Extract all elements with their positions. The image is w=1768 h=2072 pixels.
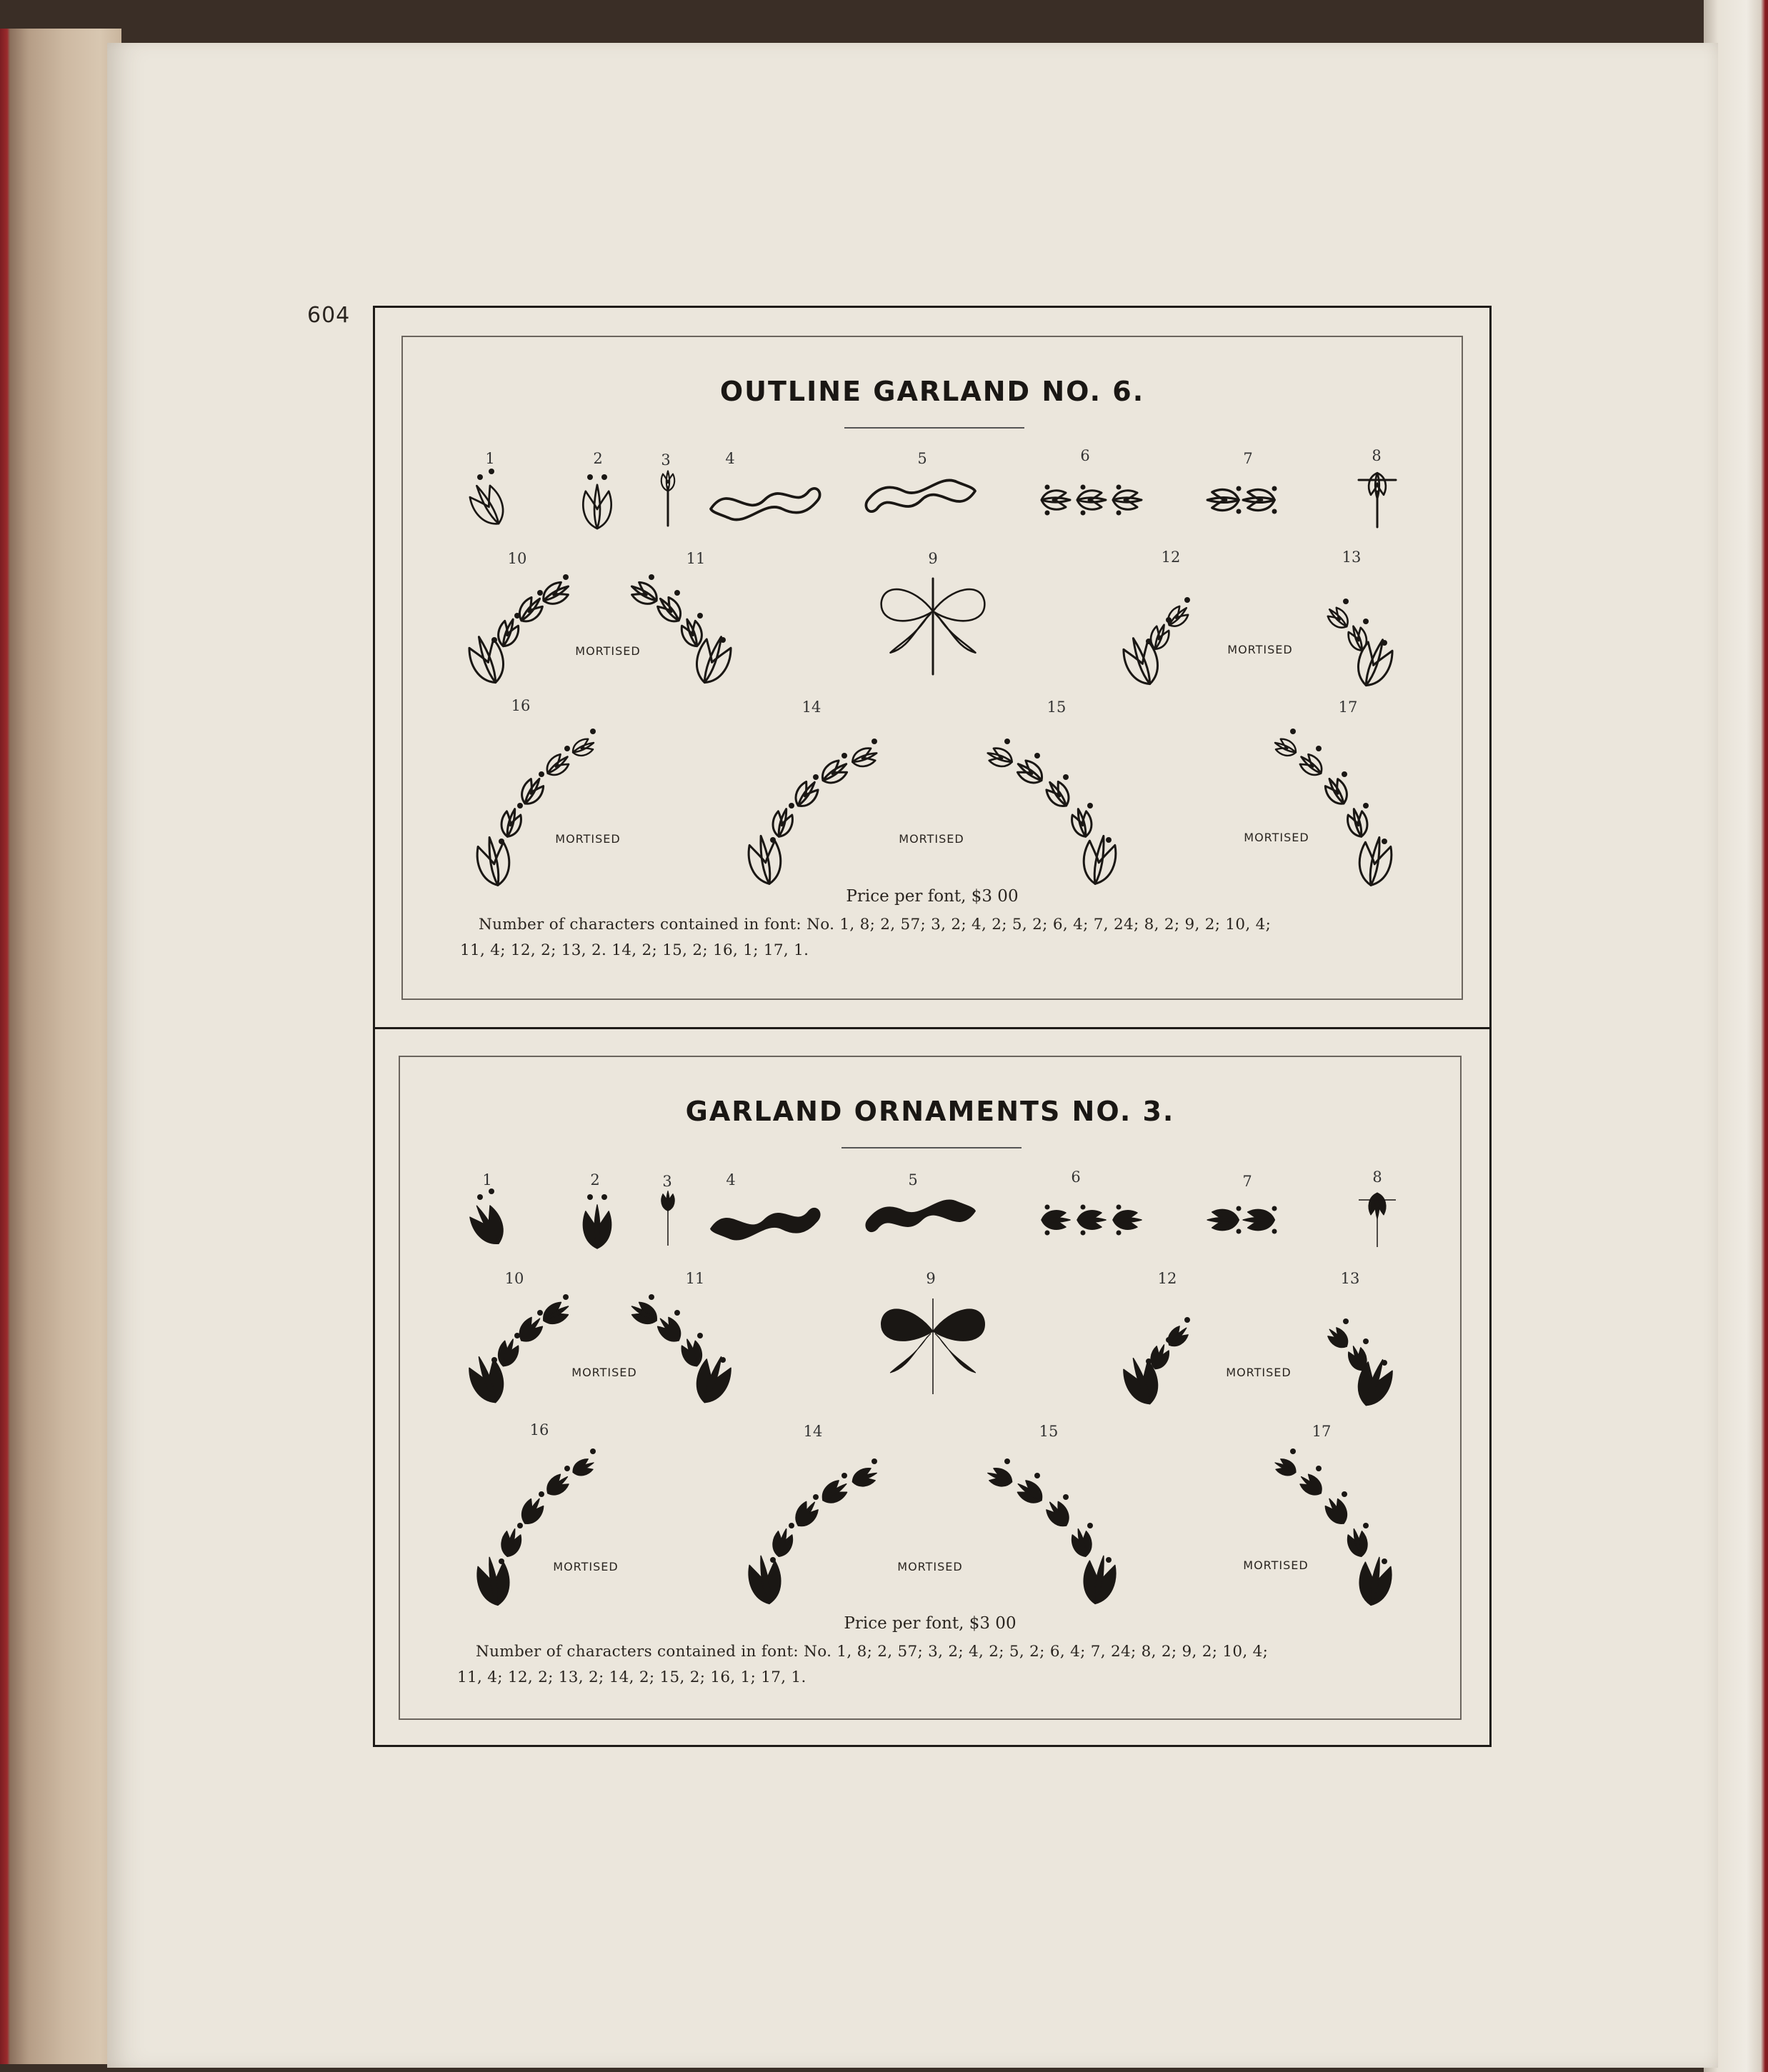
ornament-number-8: 8 bbox=[1372, 447, 1382, 464]
ornament-number-9: 9 bbox=[928, 550, 938, 567]
ornament-number-14: 14 bbox=[801, 699, 821, 716]
ornament-number-10: 10 bbox=[504, 1270, 524, 1287]
ornament-number-7: 7 bbox=[1243, 450, 1253, 467]
ornament-dot bbox=[1081, 1205, 1086, 1210]
price-text: Price per font, $3 00 bbox=[844, 1614, 1017, 1633]
ornament-11-outline-leaf bbox=[627, 579, 661, 609]
ornament-15-solid-leaf bbox=[1080, 1553, 1119, 1607]
ornament-16-outline-leaf bbox=[517, 774, 548, 809]
ornament-14-outline-leaf bbox=[817, 756, 851, 789]
mortised-label: MORTISED bbox=[571, 1366, 637, 1379]
character-count-line-1: Number of characters contained in font: No. 1, 8; 2, 57; 3, 2; 4, 2; 5, 2; 6, 4; 7, 24; 8, 2; 9, 2; 10, 4; bbox=[476, 1643, 1269, 1661]
ornament-17-outline-leaf bbox=[1322, 774, 1352, 809]
ornament-13-solid-leaf bbox=[1324, 1323, 1352, 1352]
ornament-13-outline-dot bbox=[1343, 599, 1349, 604]
ornament-15-solid-leaf bbox=[1013, 1476, 1047, 1508]
ornament-10-solid-leaf bbox=[494, 1336, 521, 1370]
ornament-number-12: 12 bbox=[1157, 1270, 1177, 1287]
mortised-label: MORTISED bbox=[575, 644, 641, 658]
ornament-11-outline-dot bbox=[720, 637, 726, 643]
ornament-17-solid-leaf bbox=[1356, 1555, 1395, 1608]
ornament-6-outline bbox=[1077, 491, 1106, 509]
ornament-15-solid-leaf bbox=[1042, 1497, 1074, 1531]
ornament-dot bbox=[1237, 1229, 1242, 1234]
ornament-14-outline-dot bbox=[841, 753, 847, 759]
mortised-label: MORTISED bbox=[555, 832, 621, 846]
ornament-6-outline bbox=[1042, 491, 1070, 509]
ornament-number-9: 9 bbox=[926, 1270, 936, 1287]
ornament-14-outline-leaf bbox=[849, 745, 879, 770]
ornament-number-5: 5 bbox=[908, 1171, 918, 1188]
ornament-11-outline-dot bbox=[649, 574, 654, 580]
ornament-15-outline-leaf bbox=[1069, 806, 1095, 839]
ornament-17-solid-dot bbox=[1363, 1523, 1369, 1528]
ornament-14-solid-dot bbox=[770, 1557, 776, 1563]
ornament-16-outline-dot bbox=[517, 803, 523, 809]
ornament-16-outline-leaf bbox=[474, 835, 514, 889]
ornament-2-outline bbox=[583, 485, 611, 529]
ornament-12-outline-dot bbox=[1184, 597, 1190, 603]
ornament-16-solid-leaf bbox=[570, 1456, 597, 1479]
ornament-16-solid-leaf bbox=[542, 1470, 573, 1499]
ornament-dot bbox=[1272, 509, 1277, 514]
ornament-number-3: 3 bbox=[662, 1173, 672, 1190]
ornament-15-outline-dot bbox=[1087, 803, 1093, 809]
ornament-4-outline bbox=[711, 489, 820, 520]
ornament-16-solid-leaf bbox=[499, 1526, 524, 1558]
ornament-number-15: 15 bbox=[1047, 699, 1067, 716]
ornament-17-outline-leaf bbox=[1356, 835, 1395, 889]
ornament-15-outline-leaf bbox=[985, 745, 1015, 770]
ornament-2-solid bbox=[583, 1205, 611, 1248]
ornament-14-solid-dot bbox=[789, 1523, 794, 1528]
ornament-11-solid-leaf bbox=[678, 1336, 705, 1370]
ornament-11-solid-leaf bbox=[627, 1298, 661, 1329]
section-title: OUTLINE GARLAND NO. 6. bbox=[719, 376, 1145, 407]
mortised-label: MORTISED bbox=[1226, 1366, 1292, 1379]
ornament-dot bbox=[1237, 486, 1242, 491]
ornament-dot bbox=[1081, 485, 1086, 490]
ornament-16-outline-dot bbox=[564, 746, 570, 751]
character-count-line-2: 11, 4; 12, 2; 13, 2. 14, 2; 15, 2; 16, 1; 17, 1. bbox=[460, 941, 809, 959]
ornament-15-solid-leaf bbox=[1069, 1526, 1095, 1558]
ornament-dot bbox=[1045, 1231, 1050, 1236]
ornament-dot bbox=[1045, 511, 1050, 516]
ornament-17-solid-leaf bbox=[1345, 1526, 1371, 1558]
ornament-5-solid bbox=[866, 1200, 975, 1231]
ornament-16-solid-leaf bbox=[474, 1555, 514, 1608]
ornament-14-solid-leaf bbox=[770, 1526, 796, 1558]
ornament-10-outline-dot bbox=[491, 637, 497, 643]
ornament-15-outline-leaf bbox=[1080, 834, 1119, 887]
ornament-13-solid-dot bbox=[1382, 1360, 1387, 1366]
ornament-dot bbox=[1081, 511, 1086, 516]
ornament-number-16: 16 bbox=[529, 1421, 549, 1438]
ornament-17-solid-dot bbox=[1342, 1491, 1347, 1497]
ornament-number-13: 13 bbox=[1342, 549, 1362, 566]
section-title: GARLAND ORNAMENTS NO. 3. bbox=[685, 1096, 1175, 1127]
ornament-number-5: 5 bbox=[917, 450, 927, 467]
ornament-number-4: 4 bbox=[725, 450, 735, 467]
ornament-dot bbox=[1272, 1229, 1277, 1234]
ornament-12-outline-leaf bbox=[1164, 602, 1192, 631]
ornament-dot bbox=[1117, 1205, 1122, 1210]
ornament-number-16: 16 bbox=[511, 697, 531, 714]
ornament-6-solid bbox=[1113, 1211, 1142, 1229]
ornament-14-solid-leaf bbox=[746, 1553, 785, 1607]
ornament-dot bbox=[1045, 485, 1050, 490]
ornament-16-outline-dot bbox=[499, 839, 504, 844]
ornament-16-outline-leaf bbox=[570, 736, 597, 759]
ornament-11-solid-dot bbox=[720, 1357, 726, 1363]
ornament-14-outline-leaf bbox=[791, 777, 823, 811]
ornament-14-outline-dot bbox=[813, 774, 819, 780]
ornament-14-solid-leaf bbox=[849, 1465, 879, 1490]
ornament-12-solid-dot bbox=[1184, 1317, 1190, 1323]
ornament-dot bbox=[1272, 1206, 1277, 1211]
ornament-number-3: 3 bbox=[661, 451, 671, 469]
mortised-label: MORTISED bbox=[897, 1560, 963, 1573]
ornament-dot bbox=[489, 469, 494, 474]
ornament-number-15: 15 bbox=[1039, 1423, 1059, 1440]
ornament-10-outline-dot bbox=[537, 590, 543, 596]
ornament-16-outline-dot bbox=[539, 771, 544, 777]
mortised-label: MORTISED bbox=[553, 1560, 619, 1573]
ornament-14-solid-leaf bbox=[791, 1497, 823, 1531]
ornament-10-solid-dot bbox=[563, 1294, 569, 1300]
ornament-14-solid-leaf bbox=[817, 1476, 851, 1508]
ornament-dot bbox=[1237, 509, 1242, 514]
ornament-8-head-solid bbox=[1369, 1193, 1386, 1218]
ornament-7-solid bbox=[1207, 1209, 1239, 1230]
ornament-1-outline bbox=[464, 479, 511, 531]
ornament-dot bbox=[601, 474, 607, 480]
ornament-13-outline-leaf bbox=[1345, 624, 1370, 654]
ornament-dot bbox=[1117, 511, 1122, 516]
mortised-label: MORTISED bbox=[899, 832, 964, 846]
ornament-13-solid-dot bbox=[1363, 1338, 1369, 1344]
ornament-15-outline-dot bbox=[1063, 774, 1069, 780]
ornament-14-outline-dot bbox=[789, 803, 794, 809]
ornament-11-solid-dot bbox=[697, 1333, 703, 1338]
ornament-dot bbox=[1237, 1206, 1242, 1211]
ornament-dot bbox=[1045, 1205, 1050, 1210]
ornament-dot bbox=[477, 474, 483, 480]
ornament-17-solid-leaf bbox=[1322, 1494, 1352, 1528]
ornament-11-solid-dot bbox=[674, 1310, 680, 1316]
ornament-dot bbox=[601, 1194, 607, 1200]
ornament-6-solid bbox=[1042, 1211, 1070, 1229]
ornament-11-solid-leaf bbox=[653, 1313, 686, 1347]
ornament-number-1: 1 bbox=[482, 1171, 492, 1188]
ornament-17-outline-leaf bbox=[1296, 750, 1327, 779]
ornament-dot bbox=[587, 1194, 593, 1200]
ornament-10-solid-leaf bbox=[539, 1298, 573, 1329]
ornament-dot bbox=[1117, 485, 1122, 490]
ornament-number-14: 14 bbox=[803, 1423, 823, 1440]
mortised-label: MORTISED bbox=[1227, 643, 1293, 656]
ornament-number-2: 2 bbox=[590, 1171, 600, 1188]
ornament-16-outline-leaf bbox=[542, 750, 573, 779]
ornament-number-7: 7 bbox=[1242, 1173, 1252, 1190]
ornament-16-solid-leaf bbox=[517, 1494, 548, 1528]
ornament-17-outline-dot bbox=[1290, 729, 1296, 734]
ornament-17-outline-leaf bbox=[1345, 806, 1371, 839]
ornament-17-outline-leaf bbox=[1272, 736, 1299, 759]
ornament-number-17: 17 bbox=[1338, 699, 1358, 716]
ornament-17-solid-dot bbox=[1316, 1466, 1322, 1471]
ornament-16-solid-dot bbox=[590, 1448, 596, 1454]
ornament-5-outline bbox=[866, 480, 975, 511]
ornament-15-solid-dot bbox=[1087, 1523, 1093, 1528]
ornament-14-solid-dot bbox=[841, 1473, 847, 1478]
ornament-number-6: 6 bbox=[1080, 447, 1090, 464]
ornament-11-outline-dot bbox=[697, 613, 703, 619]
ornament-dot bbox=[587, 474, 593, 480]
ornament-6-solid bbox=[1077, 1211, 1106, 1229]
ornament-17-solid-leaf bbox=[1272, 1456, 1299, 1479]
ornament-4-solid bbox=[711, 1208, 820, 1240]
ornament-11-outline-leaf bbox=[653, 593, 686, 627]
ornament-number-13: 13 bbox=[1340, 1270, 1360, 1287]
mortised-label: MORTISED bbox=[1243, 1558, 1309, 1572]
ornament-14-outline-leaf bbox=[770, 806, 796, 839]
ornament-12-outline-leaf bbox=[1147, 622, 1172, 652]
ornament-17-solid-dot bbox=[1382, 1558, 1387, 1564]
ornament-15-outline-dot bbox=[1034, 753, 1040, 759]
ornament-number-11: 11 bbox=[686, 550, 706, 567]
ornament-number-11: 11 bbox=[685, 1270, 705, 1287]
ornament-15-solid-dot bbox=[1106, 1557, 1112, 1563]
ornament-dot bbox=[477, 1194, 483, 1200]
ornament-number-1: 1 bbox=[485, 450, 495, 467]
ornament-dot bbox=[1081, 1231, 1086, 1236]
ornament-15-solid-dot bbox=[1004, 1458, 1010, 1464]
ornament-16-solid-dot bbox=[539, 1491, 544, 1497]
mortised-label: MORTISED bbox=[1244, 831, 1309, 844]
ornament-16-solid-dot bbox=[517, 1523, 523, 1528]
ornament-15-outline-dot bbox=[1004, 739, 1010, 744]
ornament-6-outline bbox=[1113, 491, 1142, 509]
ornament-14-solid-dot bbox=[871, 1458, 877, 1464]
ornament-number-17: 17 bbox=[1312, 1423, 1332, 1440]
ornament-17-outline-dot bbox=[1363, 803, 1369, 809]
price-text: Price per font, $3 00 bbox=[846, 887, 1019, 906]
ornament-number-12: 12 bbox=[1161, 549, 1181, 566]
ornament-14-outline-leaf bbox=[746, 834, 785, 887]
ornament-14-outline-dot bbox=[871, 739, 877, 744]
ornament-10-solid-dot bbox=[491, 1357, 497, 1363]
ornament-number-4: 4 bbox=[726, 1171, 736, 1188]
ornament-dot bbox=[1117, 1231, 1122, 1236]
ornament-17-solid-dot bbox=[1290, 1448, 1296, 1454]
character-count-line-2: 11, 4; 12, 2; 13, 2; 14, 2; 15, 2; 16, 1; 17, 1. bbox=[457, 1668, 806, 1686]
ornament-17-outline-dot bbox=[1342, 771, 1347, 777]
ornament-14-outline-dot bbox=[770, 837, 776, 843]
ornament-13-outline-dot bbox=[1363, 619, 1369, 624]
ornament-13-outline-dot bbox=[1382, 640, 1387, 646]
ornament-15-solid-dot bbox=[1063, 1494, 1069, 1500]
ornament-10-outline-leaf bbox=[539, 579, 573, 609]
ornament-15-outline-dot bbox=[1106, 837, 1112, 843]
ornament-15-outline-leaf bbox=[1042, 777, 1074, 811]
ornament-11-outline-dot bbox=[674, 590, 680, 596]
ornament-15-outline-leaf bbox=[1013, 756, 1047, 789]
ornament-15-solid-dot bbox=[1034, 1473, 1040, 1478]
ornament-10-outline-leaf bbox=[514, 593, 547, 627]
ornament-dot bbox=[489, 1188, 494, 1194]
ornament-7-solid bbox=[1243, 1209, 1274, 1230]
ornament-12-solid-leaf bbox=[1164, 1322, 1192, 1351]
character-count-line-1: Number of characters contained in font: No. 1, 8; 2, 57; 3, 2; 4, 2; 5, 2; 6, 4; 7, 24; 8, 2; 9, 2; 10, 4; bbox=[479, 916, 1272, 934]
ornament-17-outline-dot bbox=[1382, 839, 1387, 844]
ornament-17-solid-leaf bbox=[1296, 1470, 1327, 1499]
ornament-7-outline bbox=[1207, 489, 1239, 510]
ornament-11-solid-dot bbox=[649, 1294, 654, 1300]
ornament-14-solid-dot bbox=[813, 1494, 819, 1500]
ornament-7-outline bbox=[1243, 489, 1274, 510]
ornament-16-outline-leaf bbox=[499, 806, 524, 839]
ornament-dot bbox=[1272, 486, 1277, 491]
ornament-16-outline-dot bbox=[590, 729, 596, 734]
ornament-12-outline-leaf bbox=[1119, 633, 1164, 689]
page-number: 604 bbox=[307, 303, 351, 328]
ornament-10-outline-dot bbox=[563, 574, 569, 580]
ornament-1-solid bbox=[464, 1198, 511, 1251]
ornament-16-solid-dot bbox=[499, 1558, 504, 1564]
ornament-13-outline-leaf bbox=[1324, 604, 1352, 632]
ornament-3-head-solid bbox=[661, 1191, 674, 1211]
ornament-8-head-outline bbox=[1369, 473, 1386, 499]
ornament-number-6: 6 bbox=[1071, 1168, 1081, 1186]
ornament-number-2: 2 bbox=[593, 450, 603, 467]
ornament-16-solid-dot bbox=[564, 1466, 570, 1471]
ornament-10-solid-dot bbox=[537, 1310, 543, 1316]
ornament-10-solid-leaf bbox=[514, 1313, 547, 1347]
ornament-number-8: 8 bbox=[1372, 1168, 1382, 1186]
ornament-17-outline-dot bbox=[1316, 746, 1322, 751]
ornament-13-solid-dot bbox=[1343, 1318, 1349, 1324]
ornament-number-10: 10 bbox=[507, 550, 527, 567]
ornament-15-solid-leaf bbox=[985, 1465, 1015, 1490]
